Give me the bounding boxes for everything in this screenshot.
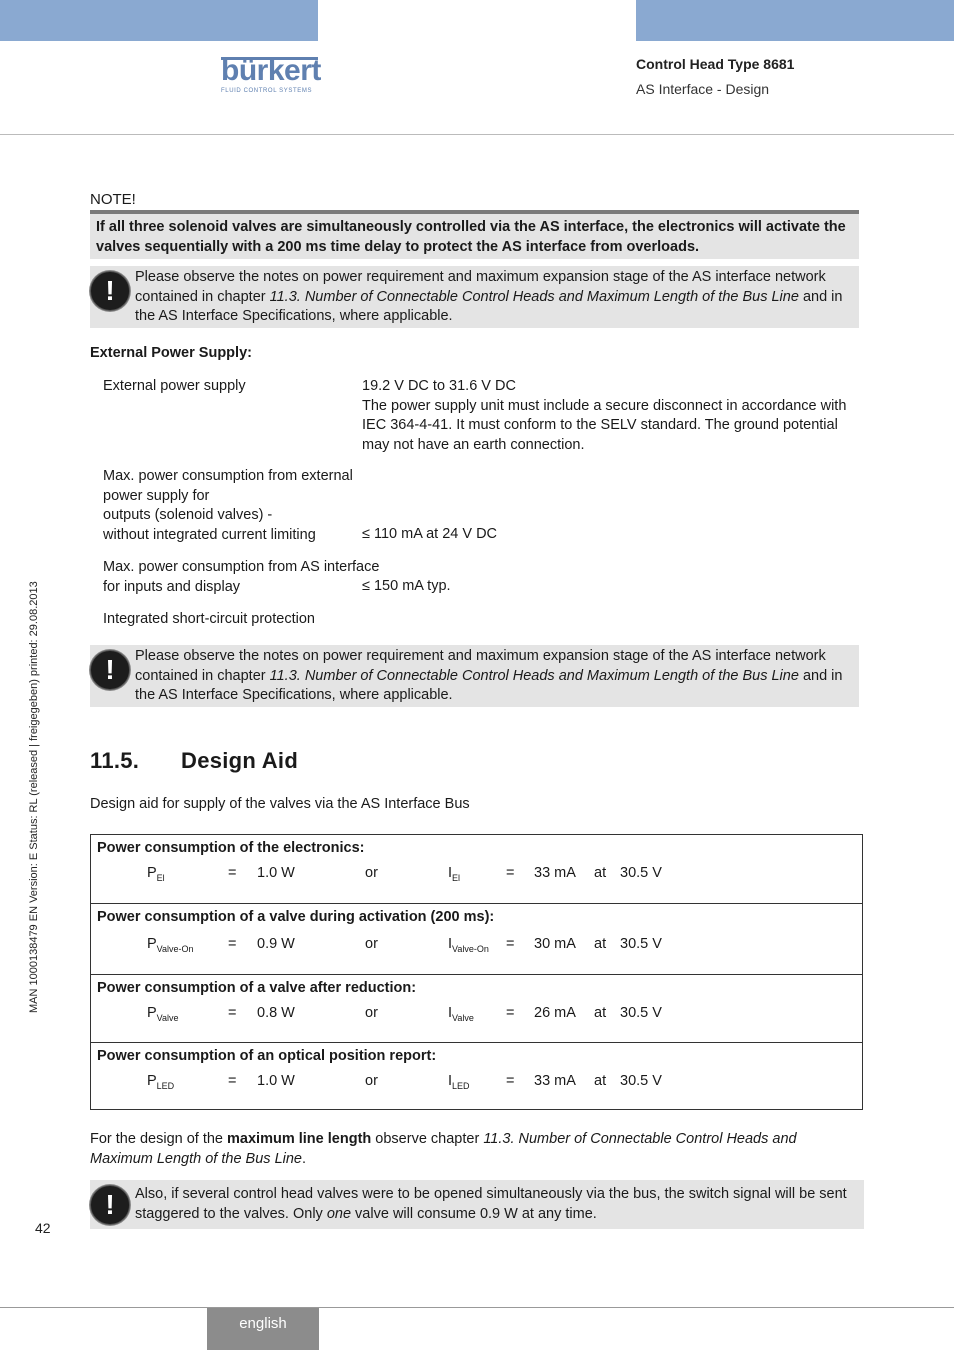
- at-text: at: [594, 936, 607, 952]
- current-value: 33 mA: [534, 1073, 576, 1089]
- at-text: at: [594, 865, 607, 881]
- spec-label: Max. power consumption from AS interface for inputs and display: [103, 559, 380, 595]
- voltage-value: 30.5 V: [620, 1005, 662, 1021]
- or-text: or: [365, 936, 378, 952]
- exclamation-icon: !: [90, 650, 130, 690]
- brand-tagline: FLUID CONTROL SYSTEMS: [221, 88, 313, 94]
- power-symbol: $P_{LED}$: [147, 1073, 175, 1091]
- footer-divider: [0, 1307, 954, 1308]
- section-heading: [90, 748, 298, 774]
- section-number: 11.5.: [90, 748, 140, 773]
- spec-label: External power supply: [103, 378, 246, 394]
- header-band-right: [636, 0, 954, 41]
- warning-text-1: Please observe the notes on power requirement and maximum expansion stage of the AS interface network contained in chapter 11.3. Number of Connectable Control Heads and Maximum Length of the Bus Line and in the AS Interface Specifications, where applicable.: [135, 269, 843, 324]
- note-text: If all three solenoid valves are simultaneously controlled via the AS interface, the electronics will activate the valves sequentially with a 200 ms time delay to protect the AS interface from overloads.: [96, 219, 846, 255]
- voltage-value: 30.5 V: [620, 936, 662, 952]
- table-cell: [91, 975, 862, 1042]
- table-cell: [91, 1043, 862, 1109]
- table-cell: [91, 835, 862, 903]
- current-symbol: $I_{LED}$: [448, 1073, 470, 1091]
- or-text: or: [365, 1005, 378, 1021]
- spec-value: ≤ 110 mA at 24 V DC: [362, 526, 498, 542]
- table-row: [91, 835, 863, 904]
- page-number: 42: [35, 1220, 51, 1236]
- side-document-info: MAN 1000138479 EN Version: E Status: RL (released | freigegeben) printed: 29.08.2013: [28, 581, 40, 1013]
- row-title: Power consumption of a valve after reduction:: [97, 980, 417, 996]
- power-symbol: $P_{El}$: [147, 865, 165, 883]
- external-power-heading: External Power Supply:: [90, 345, 252, 361]
- table-row: [91, 904, 863, 975]
- table-cell: [91, 904, 862, 974]
- power-value: 0.9 W: [257, 936, 295, 952]
- equals-sign: =: [228, 1005, 237, 1021]
- current-value: 26 mA: [534, 1005, 576, 1021]
- row-title: Power consumption of the electronics:: [97, 840, 365, 856]
- current-symbol: $I_{El}$: [448, 865, 461, 883]
- current-symbol: $I_{Valve-On}$: [448, 936, 489, 954]
- row-title: Power consumption of an optical position report:: [97, 1048, 437, 1064]
- warning-text-2: Please observe the notes on power requirement and maximum expansion stage of the AS interface network contained in chapter 11.3. Number of Connectable Control Heads and Maximum Length of the Bus Line and in the AS Interface Specifications, where applicable.: [135, 648, 843, 703]
- voltage-value: 30.5 V: [620, 865, 662, 881]
- equals-sign: =: [228, 936, 237, 952]
- power-value: 0.8 W: [257, 1005, 295, 1021]
- warning-text-3: Also, if several control head valves were to be opened simultaneously via the bus, the switch signal will be sent staggered to the valves. Only one valve will consume 0.9 W at any time.: [135, 1186, 847, 1222]
- design-aid-table: [90, 834, 863, 1110]
- equals-sign: =: [506, 1005, 515, 1021]
- spec-label: Max. power consumption from external power supply for outputs (solenoid valves) - without integrated current limiting: [103, 468, 353, 543]
- header-divider: [0, 134, 954, 135]
- at-text: at: [594, 1073, 607, 1089]
- current-value: 33 mA: [534, 865, 576, 881]
- current-value: 30 mA: [534, 936, 576, 952]
- equals-sign: =: [506, 865, 515, 881]
- equals-sign: =: [228, 865, 237, 881]
- note-label: NOTE!: [90, 191, 136, 208]
- power-symbol: $P_{Valve-On}$: [147, 936, 194, 954]
- equals-sign: =: [506, 936, 515, 952]
- section-intro: Design aid for supply of the valves via the AS Interface Bus: [90, 796, 470, 812]
- header-band-left: [0, 0, 318, 41]
- current-symbol: $I_{Valve}$: [448, 1005, 474, 1023]
- or-text: or: [365, 1073, 378, 1089]
- power-symbol: $P_{Valve}$: [147, 1005, 179, 1023]
- row-title: Power consumption of a valve during activation (200 ms):: [97, 909, 495, 925]
- table-row: [91, 975, 863, 1043]
- equals-sign: =: [506, 1073, 515, 1089]
- spec-value: ≤ 150 mA typ.: [362, 578, 451, 594]
- power-value: 1.0 W: [257, 1073, 295, 1089]
- or-text: or: [365, 865, 378, 881]
- equals-sign: =: [228, 1073, 237, 1089]
- section-title: Design Aid: [181, 748, 299, 773]
- table-row: [91, 1043, 863, 1110]
- document-title: Control Head Type 8681: [636, 56, 795, 72]
- voltage-value: 30.5 V: [620, 1073, 662, 1089]
- spec-label: Integrated short-circuit protection: [103, 611, 315, 627]
- brand-logo: bürkert: [221, 54, 321, 87]
- spec-value: 19.2 V DC to 31.6 V DC The power supply unit must include a secure disconnect in accordance with IEC 364-4-41. It must conform to the SELV standard. The ground potential may not have an earth connection.: [362, 378, 847, 453]
- at-text: at: [594, 1005, 607, 1021]
- language-tab: english: [207, 1308, 319, 1350]
- power-value: 1.0 W: [257, 865, 295, 881]
- line-length-paragraph: For the design of the maximum line length observe chapter 11.3. Number of Connectable Control Heads and Maximum Length of the Bus Line.: [90, 1131, 797, 1167]
- exclamation-icon: !: [90, 1185, 130, 1225]
- exclamation-icon: !: [90, 271, 130, 311]
- document-subtitle: AS Interface - Design: [636, 81, 770, 97]
